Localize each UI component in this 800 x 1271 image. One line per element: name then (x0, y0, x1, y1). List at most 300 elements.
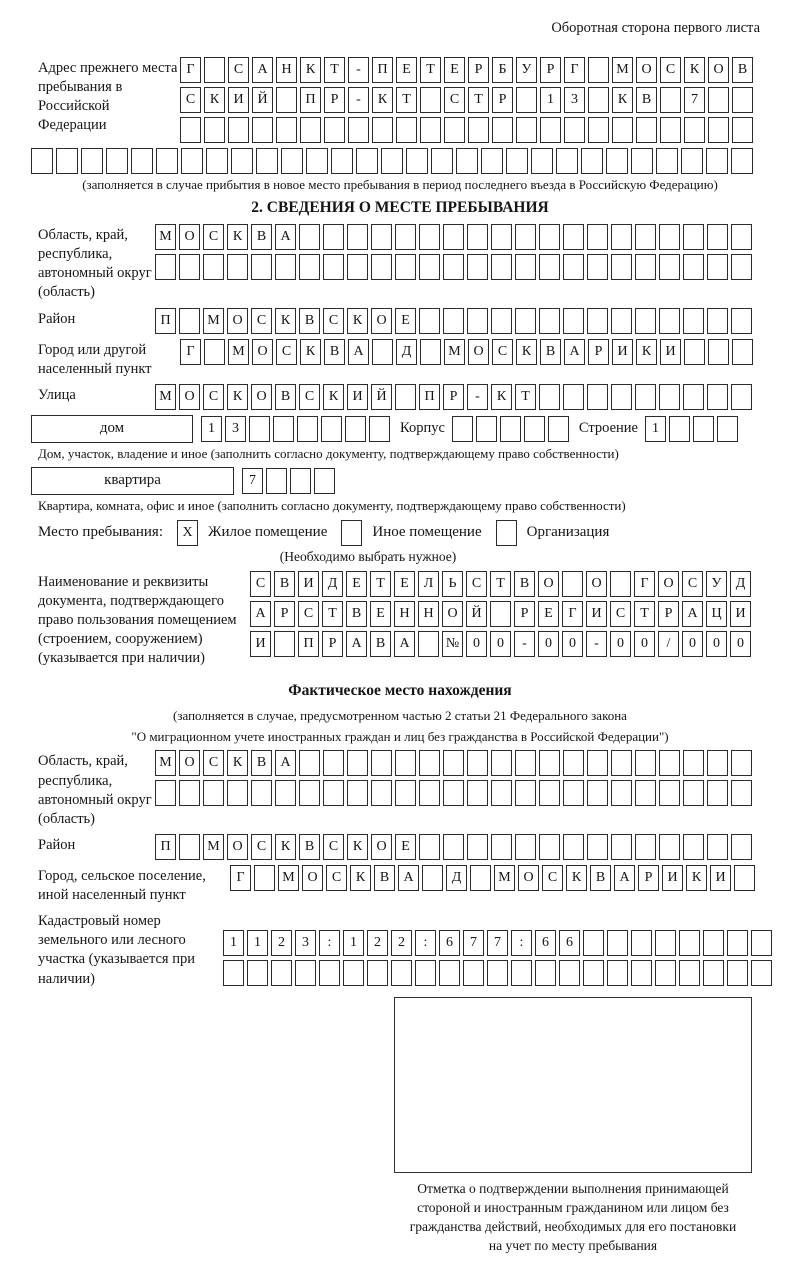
char-cell[interactable] (371, 750, 392, 776)
char-cell[interactable] (539, 308, 560, 334)
char-cell[interactable] (443, 224, 464, 250)
char-cell[interactable]: Й (466, 601, 487, 627)
char-cell[interactable]: А (398, 865, 419, 891)
char-cell[interactable]: В (732, 57, 753, 83)
char-cell[interactable]: 0 (610, 631, 631, 657)
char-cell[interactable] (251, 254, 272, 280)
char-cell[interactable] (659, 750, 680, 776)
char-cell[interactable] (155, 254, 176, 280)
char-cell[interactable] (266, 468, 287, 494)
char-cell[interactable]: 3 (564, 87, 585, 113)
char-cell[interactable]: К (227, 384, 248, 410)
char-cell[interactable] (563, 254, 584, 280)
char-cell[interactable] (659, 384, 680, 410)
char-cell[interactable]: Е (370, 601, 391, 627)
char-cell[interactable] (511, 960, 532, 986)
char-cell[interactable] (439, 960, 460, 986)
char-cell[interactable] (539, 384, 560, 410)
char-cell[interactable]: О (179, 384, 200, 410)
char-cell[interactable] (492, 117, 513, 143)
char-cell[interactable]: 6 (559, 930, 580, 956)
char-cell[interactable] (727, 960, 748, 986)
char-cell[interactable] (467, 254, 488, 280)
char-cell[interactable]: № (442, 631, 463, 657)
char-cell[interactable]: П (155, 834, 176, 860)
char-cell[interactable] (181, 148, 203, 174)
char-cell[interactable] (539, 224, 560, 250)
char-cell[interactable]: С (466, 571, 487, 597)
char-cell[interactable] (314, 468, 335, 494)
char-cell[interactable] (563, 224, 584, 250)
char-cell[interactable] (491, 308, 512, 334)
char-cell[interactable] (731, 384, 752, 410)
char-cell[interactable]: 2 (391, 930, 412, 956)
char-cell[interactable]: М (155, 750, 176, 776)
char-cell[interactable] (156, 148, 178, 174)
char-cell[interactable] (415, 960, 436, 986)
char-cell[interactable]: К (323, 384, 344, 410)
char-cell[interactable]: М (228, 339, 249, 365)
char-cell[interactable]: Д (446, 865, 467, 891)
char-cell[interactable]: С (323, 834, 344, 860)
char-cell[interactable]: И (710, 865, 731, 891)
char-cell[interactable]: И (660, 339, 681, 365)
char-cell[interactable]: Р (588, 339, 609, 365)
char-cell[interactable]: Ц (706, 601, 727, 627)
char-cell[interactable] (727, 930, 748, 956)
char-cell[interactable] (372, 339, 393, 365)
char-cell[interactable]: В (251, 750, 272, 776)
char-cell[interactable] (444, 117, 465, 143)
char-cell[interactable]: Т (370, 571, 391, 597)
char-cell[interactable]: С (610, 601, 631, 627)
char-cell[interactable] (631, 930, 652, 956)
char-cell[interactable]: 0 (562, 631, 583, 657)
char-cell[interactable] (539, 750, 560, 776)
char-cell[interactable]: Т (324, 57, 345, 83)
char-cell[interactable] (443, 780, 464, 806)
char-cell[interactable]: О (227, 308, 248, 334)
char-cell[interactable] (204, 117, 225, 143)
char-cell[interactable] (636, 117, 657, 143)
char-cell[interactable] (587, 750, 608, 776)
char-cell[interactable] (659, 308, 680, 334)
char-cell[interactable] (611, 750, 632, 776)
char-cell[interactable]: А (346, 631, 367, 657)
char-cell[interactable]: Г (180, 339, 201, 365)
char-cell[interactable]: В (346, 601, 367, 627)
char-cell[interactable] (324, 117, 345, 143)
char-cell[interactable] (319, 960, 340, 986)
char-cell[interactable]: В (274, 571, 295, 597)
char-cell[interactable] (463, 960, 484, 986)
char-cell[interactable]: В (324, 339, 345, 365)
char-cell[interactable]: О (636, 57, 657, 83)
char-cell[interactable]: Б (492, 57, 513, 83)
char-cell[interactable] (431, 148, 453, 174)
char-cell[interactable]: А (564, 339, 585, 365)
char-cell[interactable] (276, 117, 297, 143)
char-cell[interactable] (443, 834, 464, 860)
char-cell[interactable]: С (203, 224, 224, 250)
char-cell[interactable]: 1 (201, 416, 222, 442)
char-cell[interactable] (274, 631, 295, 657)
char-cell[interactable]: Е (395, 308, 416, 334)
char-cell[interactable]: О (179, 750, 200, 776)
char-cell[interactable] (734, 865, 755, 891)
char-cell[interactable]: К (275, 834, 296, 860)
char-cell[interactable] (556, 148, 578, 174)
char-cell[interactable] (467, 780, 488, 806)
char-cell[interactable] (588, 117, 609, 143)
char-cell[interactable] (683, 750, 704, 776)
char-cell[interactable] (564, 117, 585, 143)
char-cell[interactable] (206, 148, 228, 174)
char-cell[interactable] (515, 834, 536, 860)
char-cell[interactable]: О (708, 57, 729, 83)
char-cell[interactable] (347, 254, 368, 280)
char-cell[interactable] (539, 780, 560, 806)
char-cell[interactable]: 1 (343, 930, 364, 956)
char-cell[interactable]: Д (730, 571, 751, 597)
char-cell[interactable]: : (415, 930, 436, 956)
char-cell[interactable] (106, 148, 128, 174)
char-cell[interactable] (683, 224, 704, 250)
char-cell[interactable]: И (586, 601, 607, 627)
char-cell[interactable] (252, 117, 273, 143)
char-cell[interactable]: О (371, 834, 392, 860)
char-cell[interactable]: 0 (634, 631, 655, 657)
char-cell[interactable]: 7 (684, 87, 705, 113)
char-cell[interactable]: С (682, 571, 703, 597)
char-cell[interactable] (306, 148, 328, 174)
char-cell[interactable]: Г (180, 57, 201, 83)
char-cell[interactable] (708, 87, 729, 113)
char-cell[interactable]: О (179, 224, 200, 250)
char-cell[interactable]: О (227, 834, 248, 860)
char-cell[interactable] (731, 834, 752, 860)
char-cell[interactable]: - (348, 87, 369, 113)
char-cell[interactable]: Р (492, 87, 513, 113)
char-cell[interactable]: К (491, 384, 512, 410)
char-cell[interactable] (467, 224, 488, 250)
char-cell[interactable]: 0 (490, 631, 511, 657)
char-cell[interactable]: А (275, 224, 296, 250)
char-cell[interactable] (707, 224, 728, 250)
char-cell[interactable] (347, 780, 368, 806)
char-cell[interactable] (395, 254, 416, 280)
char-cell[interactable]: Т (490, 571, 511, 597)
char-cell[interactable] (751, 930, 772, 956)
char-cell[interactable]: - (514, 631, 535, 657)
char-cell[interactable] (531, 148, 553, 174)
char-cell[interactable] (56, 148, 78, 174)
char-cell[interactable]: М (155, 384, 176, 410)
char-cell[interactable]: 1 (540, 87, 561, 113)
char-cell[interactable]: М (278, 865, 299, 891)
char-cell[interactable]: 0 (730, 631, 751, 657)
char-cell[interactable]: К (275, 308, 296, 334)
char-cell[interactable] (660, 87, 681, 113)
char-cell[interactable]: Т (468, 87, 489, 113)
char-cell[interactable]: М (612, 57, 633, 83)
char-cell[interactable]: К (204, 87, 225, 113)
char-cell[interactable] (607, 930, 628, 956)
char-cell[interactable]: С (276, 339, 297, 365)
char-cell[interactable]: В (251, 224, 272, 250)
char-cell[interactable]: Р (324, 87, 345, 113)
char-cell[interactable] (323, 750, 344, 776)
char-cell[interactable] (683, 308, 704, 334)
char-cell[interactable] (290, 468, 311, 494)
char-cell[interactable] (491, 834, 512, 860)
char-cell[interactable]: 0 (682, 631, 703, 657)
char-cell[interactable]: 1 (247, 930, 268, 956)
char-cell[interactable] (683, 384, 704, 410)
char-cell[interactable] (275, 780, 296, 806)
char-cell[interactable] (731, 780, 752, 806)
char-cell[interactable] (516, 87, 537, 113)
char-cell[interactable] (470, 865, 491, 891)
char-cell[interactable] (684, 117, 705, 143)
char-cell[interactable] (323, 224, 344, 250)
char-cell[interactable] (223, 960, 244, 986)
char-cell[interactable] (81, 148, 103, 174)
char-cell[interactable] (179, 308, 200, 334)
char-cell[interactable]: Р (443, 384, 464, 410)
char-cell[interactable] (281, 148, 303, 174)
char-cell[interactable]: Е (394, 571, 415, 597)
char-cell[interactable]: П (298, 631, 319, 657)
char-cell[interactable]: К (347, 834, 368, 860)
char-cell[interactable]: Н (276, 57, 297, 83)
char-cell[interactable]: 0 (538, 631, 559, 657)
char-cell[interactable]: : (511, 930, 532, 956)
char-cell[interactable] (371, 254, 392, 280)
char-cell[interactable] (708, 339, 729, 365)
char-cell[interactable] (297, 416, 318, 442)
char-cell[interactable] (635, 750, 656, 776)
char-cell[interactable] (369, 416, 390, 442)
char-cell[interactable]: 1 (645, 416, 666, 442)
char-cell[interactable] (635, 224, 656, 250)
char-cell[interactable]: О (252, 339, 273, 365)
char-cell[interactable] (179, 254, 200, 280)
char-cell[interactable] (731, 750, 752, 776)
char-cell[interactable]: И (250, 631, 271, 657)
char-cell[interactable] (500, 416, 521, 442)
char-cell[interactable] (655, 930, 676, 956)
char-cell[interactable] (683, 780, 704, 806)
char-cell[interactable] (249, 416, 270, 442)
char-cell[interactable]: С (251, 308, 272, 334)
char-cell[interactable] (271, 960, 292, 986)
char-cell[interactable]: Р (638, 865, 659, 891)
char-cell[interactable] (299, 780, 320, 806)
char-cell[interactable]: С (492, 339, 513, 365)
char-cell[interactable]: 2 (271, 930, 292, 956)
char-cell[interactable] (227, 254, 248, 280)
char-cell[interactable]: У (516, 57, 537, 83)
char-cell[interactable] (452, 416, 473, 442)
char-cell[interactable] (204, 339, 225, 365)
char-cell[interactable] (276, 87, 297, 113)
char-cell[interactable]: 3 (295, 930, 316, 956)
char-cell[interactable] (323, 780, 344, 806)
char-cell[interactable] (635, 308, 656, 334)
char-cell[interactable] (295, 960, 316, 986)
char-cell[interactable] (635, 384, 656, 410)
char-cell[interactable]: О (442, 601, 463, 627)
char-cell[interactable] (669, 416, 690, 442)
char-cell[interactable]: К (350, 865, 371, 891)
char-cell[interactable] (660, 117, 681, 143)
char-cell[interactable] (515, 750, 536, 776)
char-cell[interactable] (631, 960, 652, 986)
char-cell[interactable]: 0 (706, 631, 727, 657)
char-cell[interactable] (321, 416, 342, 442)
char-cell[interactable]: Г (634, 571, 655, 597)
char-cell[interactable] (707, 384, 728, 410)
char-cell[interactable]: О (468, 339, 489, 365)
char-cell[interactable]: С (203, 750, 224, 776)
char-cell[interactable]: Р (658, 601, 679, 627)
char-cell[interactable] (588, 87, 609, 113)
char-cell[interactable] (467, 834, 488, 860)
char-cell[interactable]: С (323, 308, 344, 334)
char-cell[interactable]: С (299, 384, 320, 410)
char-cell[interactable]: 1 (223, 930, 244, 956)
char-cell[interactable] (659, 254, 680, 280)
char-cell[interactable] (203, 254, 224, 280)
char-cell[interactable]: В (370, 631, 391, 657)
char-cell[interactable] (731, 224, 752, 250)
char-cell[interactable]: Д (322, 571, 343, 597)
char-cell[interactable] (331, 148, 353, 174)
char-cell[interactable] (395, 224, 416, 250)
char-cell[interactable] (443, 750, 464, 776)
char-cell[interactable]: Й (252, 87, 273, 113)
char-cell[interactable] (420, 87, 441, 113)
char-cell[interactable] (506, 148, 528, 174)
char-cell[interactable] (345, 416, 366, 442)
char-cell[interactable]: 7 (242, 468, 263, 494)
char-cell[interactable] (456, 148, 478, 174)
char-cell[interactable]: О (518, 865, 539, 891)
char-cell[interactable] (706, 148, 728, 174)
char-cell[interactable] (587, 308, 608, 334)
char-cell[interactable] (731, 254, 752, 280)
char-cell[interactable] (356, 148, 378, 174)
char-cell[interactable] (612, 117, 633, 143)
char-cell[interactable]: М (444, 339, 465, 365)
char-cell[interactable] (611, 254, 632, 280)
char-cell[interactable] (515, 224, 536, 250)
char-cell[interactable] (491, 224, 512, 250)
char-cell[interactable] (707, 308, 728, 334)
char-cell[interactable] (693, 416, 714, 442)
char-cell[interactable]: : (319, 930, 340, 956)
char-cell[interactable] (563, 780, 584, 806)
char-cell[interactable]: Г (564, 57, 585, 83)
char-cell[interactable] (516, 117, 537, 143)
char-cell[interactable]: В (590, 865, 611, 891)
char-cell[interactable] (684, 339, 705, 365)
char-cell[interactable] (540, 117, 561, 143)
char-cell[interactable] (548, 416, 569, 442)
char-cell[interactable]: - (586, 631, 607, 657)
char-cell[interactable] (299, 750, 320, 776)
char-cell[interactable] (587, 254, 608, 280)
char-cell[interactable] (300, 117, 321, 143)
char-cell[interactable]: С (228, 57, 249, 83)
char-cell[interactable] (611, 384, 632, 410)
char-cell[interactable] (420, 117, 441, 143)
char-cell[interactable] (490, 601, 511, 627)
char-cell[interactable] (299, 254, 320, 280)
char-cell[interactable] (468, 117, 489, 143)
char-cell[interactable]: Е (395, 834, 416, 860)
char-cell[interactable]: Н (394, 601, 415, 627)
char-cell[interactable] (563, 750, 584, 776)
char-cell[interactable] (679, 960, 700, 986)
char-cell[interactable]: К (686, 865, 707, 891)
char-cell[interactable]: Т (322, 601, 343, 627)
char-cell[interactable] (491, 254, 512, 280)
char-cell[interactable] (607, 960, 628, 986)
char-cell[interactable] (254, 865, 275, 891)
char-cell[interactable] (204, 57, 225, 83)
char-cell[interactable]: С (444, 87, 465, 113)
char-cell[interactable] (524, 416, 545, 442)
char-cell[interactable] (587, 834, 608, 860)
char-cell[interactable] (476, 416, 497, 442)
char-cell[interactable]: Т (634, 601, 655, 627)
char-cell[interactable]: С (250, 571, 271, 597)
char-cell[interactable] (347, 750, 368, 776)
char-cell[interactable]: С (180, 87, 201, 113)
char-cell[interactable] (583, 930, 604, 956)
char-cell[interactable] (708, 117, 729, 143)
char-cell[interactable]: У (706, 571, 727, 597)
char-cell[interactable] (635, 834, 656, 860)
char-cell[interactable]: С (203, 384, 224, 410)
char-cell[interactable] (371, 224, 392, 250)
char-cell[interactable]: Г (562, 601, 583, 627)
char-cell[interactable]: О (538, 571, 559, 597)
char-cell[interactable] (247, 960, 268, 986)
char-cell[interactable]: Р (322, 631, 343, 657)
char-cell[interactable]: К (300, 339, 321, 365)
char-cell[interactable] (347, 224, 368, 250)
char-cell[interactable] (179, 834, 200, 860)
char-cell[interactable]: П (155, 308, 176, 334)
char-cell[interactable] (422, 865, 443, 891)
char-cell[interactable] (515, 308, 536, 334)
char-cell[interactable] (180, 117, 201, 143)
char-cell[interactable] (251, 780, 272, 806)
char-cell[interactable] (683, 254, 704, 280)
char-cell[interactable] (179, 780, 200, 806)
char-cell[interactable] (348, 117, 369, 143)
char-cell[interactable]: И (347, 384, 368, 410)
char-cell[interactable]: 7 (487, 930, 508, 956)
zhiloe-checkbox[interactable]: X (177, 520, 198, 546)
char-cell[interactable]: С (660, 57, 681, 83)
char-cell[interactable] (343, 960, 364, 986)
char-cell[interactable] (419, 224, 440, 250)
char-cell[interactable] (131, 148, 153, 174)
